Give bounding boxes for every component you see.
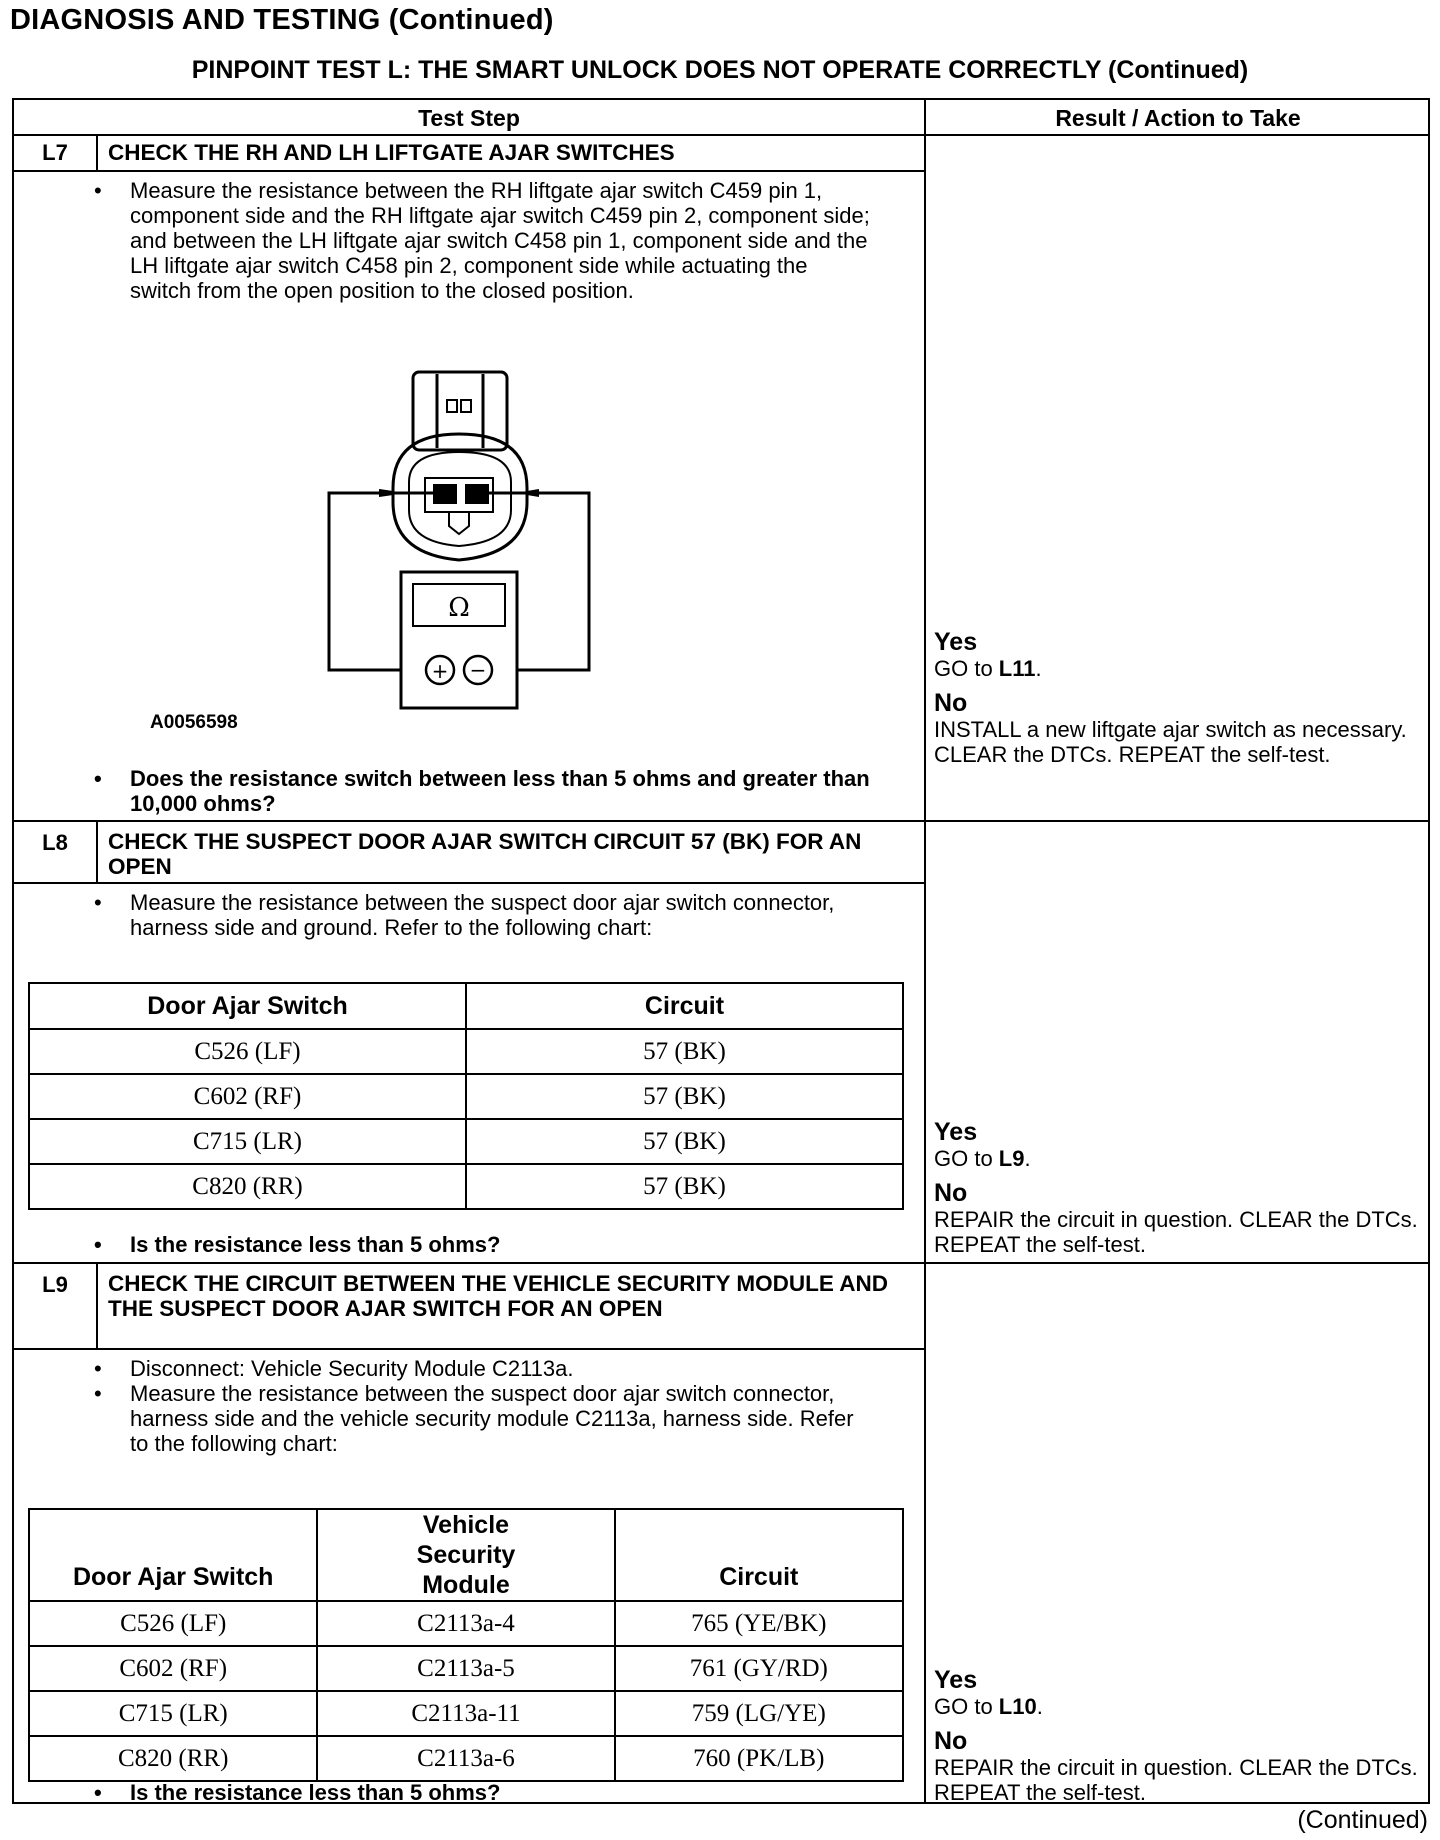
continued-footer: (Continued) — [1297, 1806, 1428, 1834]
result-no-action: REPAIR the circuit in question. CLEAR the DTCs. REPEAT the self-test. — [934, 1755, 1418, 1805]
result-no-label: No — [934, 689, 968, 717]
goto-step-link[interactable]: L9 — [998, 1146, 1025, 1171]
table-row — [29, 1074, 903, 1119]
step-title-divider — [14, 882, 924, 884]
table-row — [29, 1646, 903, 1691]
table-row — [29, 1029, 903, 1074]
instruction-item — [94, 178, 874, 303]
header-divider — [14, 134, 1428, 136]
result-no-label: No — [934, 1179, 968, 1207]
step-title-divider — [14, 170, 924, 172]
terminal-pin-2 — [465, 484, 489, 504]
result-yes-action: GO to L11. — [934, 656, 1042, 681]
chart-cell: C2113a-5 — [317, 1646, 614, 1691]
instruction-text: Measure the resistance between the suspect door ajar switch connector, harness side and the vehicle security module C2113a, harness side. Refer to the following chart: — [130, 1381, 854, 1456]
figure-id: A0056598 — [150, 712, 238, 733]
chart-cell: 765 (YE/BK) — [615, 1601, 903, 1646]
column-divider — [924, 100, 926, 1802]
question-text: Is the resistance less than 5 ohms? — [130, 1232, 501, 1257]
step-title-divider — [14, 1348, 924, 1350]
result-yes-action: GO to L9. — [934, 1146, 1031, 1171]
table-row — [29, 1736, 903, 1781]
terminal-pin-1 — [433, 484, 457, 504]
chart-cell: 761 (GY/RD) — [615, 1646, 903, 1691]
result-no-action: INSTALL a new liftgate ajar switch as necessary. CLEAR the DTCs. REPEAT the self-test. — [934, 717, 1407, 767]
pinpoint-test-title: PINPOINT TEST L: THE SMART UNLOCK DOES NOT OPERATE CORRECTLY (Continued) — [191, 56, 1249, 84]
question-text: Does the resistance switch between less than 5 ohms and greater than 10,000 ohms? — [130, 766, 870, 816]
result-yes-label: Yes — [934, 628, 978, 656]
step-id-divider — [96, 134, 98, 170]
table-row — [29, 1691, 903, 1736]
chart-cell: 57 (BK) — [466, 1029, 903, 1074]
step-divider — [14, 1262, 1428, 1264]
column-header-result: Result / Action to Take — [1055, 105, 1301, 131]
question-text: Is the resistance less than 5 ohms? — [130, 1780, 501, 1805]
chart-cell: C2113a-6 — [317, 1736, 614, 1781]
instruction-text: Disconnect: Vehicle Security Module C2113a. — [130, 1356, 574, 1381]
door-ajar-circuit-chart — [28, 982, 904, 1210]
step-result — [934, 1118, 1429, 1257]
step-divider — [14, 820, 1428, 822]
bullet-marker: • — [94, 1780, 102, 1805]
step-title: CHECK THE RH AND LH LIFTGATE AJAR SWITCHES — [108, 140, 675, 165]
step-instructions — [94, 1356, 874, 1456]
chart-cell: C2113a-4 — [317, 1601, 614, 1646]
result-yes-label: Yes — [934, 1666, 978, 1694]
chart-cell: C602 (RF) — [29, 1074, 466, 1119]
step-id: L7 — [42, 140, 68, 165]
step-result — [934, 628, 1429, 767]
chart-cell: C526 (LF) — [29, 1601, 317, 1646]
chart-cell: C602 (RF) — [29, 1646, 317, 1691]
bullet-marker: • — [94, 890, 102, 915]
step-id: L9 — [42, 1272, 68, 1297]
bullet-marker: • — [94, 1381, 102, 1406]
instruction-text: Measure the resistance between the suspect door ajar switch connector, harness side and ground. Refer to the following chart: — [130, 890, 835, 940]
chart-cell: C2113a-11 — [317, 1691, 614, 1736]
step-instructions — [94, 178, 874, 303]
chart-header: Door Ajar Switch — [29, 1509, 317, 1601]
chart-cell: C820 (RR) — [29, 1736, 317, 1781]
chart-header: Vehicle Security Module — [317, 1509, 614, 1601]
step-result — [934, 1666, 1429, 1805]
chart-header: Door Ajar Switch — [29, 983, 466, 1029]
plus-label: + — [431, 659, 449, 683]
result-no-label: No — [934, 1727, 968, 1755]
step-question — [94, 1780, 874, 1805]
step-id: L8 — [42, 830, 68, 855]
step-id-divider — [96, 820, 98, 882]
page-header: DIAGNOSIS AND TESTING (Continued) — [10, 4, 554, 36]
bullet-marker: • — [94, 766, 102, 791]
step-id-divider — [96, 1262, 98, 1348]
instruction-text: Measure the resistance between the RH liftgate ajar switch C459 pin 1, component side and the RH liftgate ajar switch C459 pin 2, component side; and between the LH liftgate ajar switch C458 pin 1, component side and the LH liftgate ajar switch C458 pin 2, component side while actuating the switch from the open position to the closed position. — [130, 178, 870, 303]
result-yes-action: GO to L10. — [934, 1694, 1043, 1719]
chart-cell: 759 (LG/YE) — [615, 1691, 903, 1736]
chart-cell: C526 (LF) — [29, 1029, 466, 1074]
chart-cell: 57 (BK) — [466, 1119, 903, 1164]
result-no-action: REPAIR the circuit in question. CLEAR the DTCs. REPEAT the self-test. — [934, 1207, 1418, 1257]
result-yes-label: Yes — [934, 1118, 978, 1146]
question-item — [94, 1780, 874, 1805]
chart-cell: 57 (BK) — [466, 1164, 903, 1209]
table-row — [29, 1119, 903, 1164]
test-step-table — [12, 98, 1430, 1804]
chart-cell: 760 (PK/LB) — [615, 1736, 903, 1781]
column-header-test-step: Test Step — [418, 105, 520, 131]
chart-cell: C715 (LR) — [29, 1119, 466, 1164]
chart-header: Circuit — [615, 1509, 903, 1601]
ohmmeter-connector-diagram — [309, 370, 609, 710]
vsm-circuit-chart — [28, 1508, 904, 1782]
instruction-item — [94, 1381, 874, 1456]
step-question — [94, 766, 874, 816]
chart-cell: C715 (LR) — [29, 1691, 317, 1736]
question-item — [94, 766, 874, 816]
ohm-symbol: Ω — [448, 593, 470, 623]
goto-step-link[interactable]: L11 — [998, 656, 1036, 681]
minus-label: − — [469, 658, 487, 682]
table-row — [29, 1164, 903, 1209]
table-row — [29, 1601, 903, 1646]
goto-step-link[interactable]: L10 — [998, 1694, 1037, 1719]
instruction-item — [94, 890, 874, 940]
step-title: CHECK THE CIRCUIT BETWEEN THE VEHICLE SECURITY MODULE AND THE SUSPECT DOOR AJAR SWITCH FOR AN OPEN — [108, 1271, 889, 1321]
chart-header: Circuit — [466, 983, 903, 1029]
step-instructions — [94, 890, 874, 940]
chart-cell: C820 (RR) — [29, 1164, 466, 1209]
question-item — [94, 1232, 874, 1257]
step-title: CHECK THE SUSPECT DOOR AJAR SWITCH CIRCUIT 57 (BK) FOR AN OPEN — [108, 829, 862, 879]
bullet-marker: • — [94, 1232, 102, 1257]
bullet-marker: • — [94, 178, 102, 203]
chart-cell: 57 (BK) — [466, 1074, 903, 1119]
bullet-marker: • — [94, 1356, 102, 1381]
step-question — [94, 1232, 874, 1257]
instruction-item — [94, 1356, 874, 1381]
